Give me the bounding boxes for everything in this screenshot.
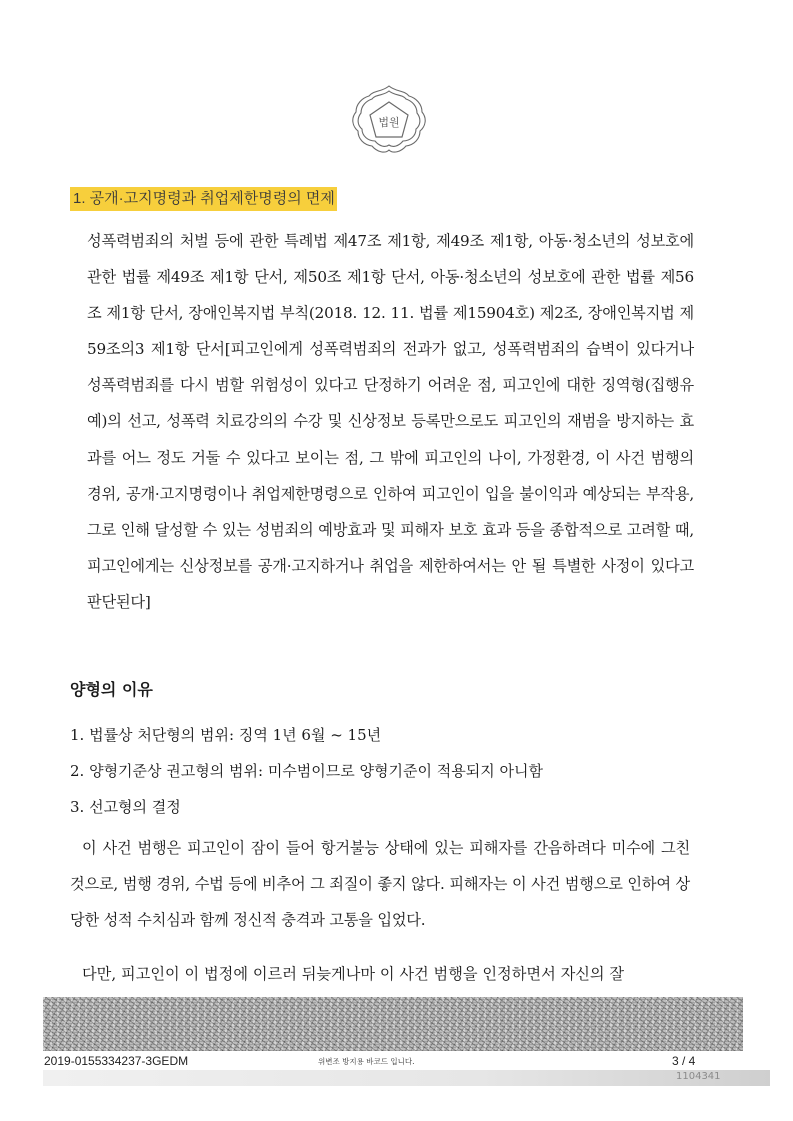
- sentencing-paragraph-1: 이 사건 범행은 피고인이 잠이 들어 항거불능 상태에 있는 피해자를 간음하려다 미수에 그친 것으로, 범행 경위, 수법 등에 비추어 그 죄질이 좋지 않다. 피해자는 이 사건 범행으로 인하여 상당한 성적 수치심과 함께 정신적 충격과 고통을 입었다.: [70, 839, 690, 929]
- sentencing-paragraph-2: 다만, 피고인이 이 법정에 이르러 뒤늦게나마 이 사건 범행을 인정하면서 자신의 잘: [82, 965, 625, 983]
- section-heading: 1. 공개·고지명령과 취업제한명령의 면제: [70, 187, 337, 211]
- court-seal-icon: [346, 82, 432, 160]
- document-id: 2019-0155334237-3GEDM: [44, 1054, 189, 1068]
- barcode-notice: 위변조 방지용 바코드 입니다.: [318, 1057, 415, 1066]
- sentencing-item-3: 3. 선고형의 결정: [70, 798, 181, 816]
- sentencing-item-2: 2. 양형기준상 권고형의 범위: 미수범이므로 양형기준이 적용되지 아니함: [70, 762, 543, 780]
- svg-text:법원: 법원: [378, 116, 400, 129]
- footer-stamp: 1104341: [676, 1071, 721, 1082]
- sentencing-item-1: 1. 법률상 처단형의 범위: 징역 1년 6월 ~ 15년: [70, 726, 382, 744]
- page-number: 3 / 4: [672, 1054, 696, 1068]
- anti-forgery-barcode: [43, 997, 743, 1051]
- sentencing-reason-heading: 양형의 이유: [70, 680, 153, 699]
- footer-strip: [43, 1070, 770, 1086]
- section-body-paragraph: 성폭력범죄의 처벌 등에 관한 특례법 제47조 제1항, 제49조 제1항, 아동·청소년의 성보호에 관한 법률 제49조 제1항 단서, 제50조 제1항 단서, 아동·청소년의 성보호에 관한 법률 제56조 제1항 단서, 장애인복지법 부칙(2018. 12. 11. 법률 제15904호) 제2조, 장애인복지법 제59조의3 제1항 단서[피고인에게 성폭력범죄의 전과가 없고, 성폭력범죄의 습벽이 있다거나 성폭력범죄를 다시 범할 위험성이 있다고 단정하기 어려운 점, 피고인에 대한 징역형(집행유예)의 선고, 성폭력 치료강의의 수강 및 신상정보 등록만으로도 피고인의 재범을 방지하는 효과를 어느 정도 거둘 수 있다고 보이는 점, 그 밖에 피고인의 나이, 가정환경, 이 사건 범행의 경위, 공개·고지명령이나 취업제한명령으로 인하여 피고인이 입을 불이익과 예상되는 부작용, 그로 인해 달성할 수 있는 성범죄의 예방효과 및 피해자 보호 효과 등을 종합적으로 고려할 때, 피고인에게는 신상정보를 공개·고지하거나 취업을 제한하여서는 안 될 특별한 사정이 있다고 판단된다]: [87, 232, 694, 611]
